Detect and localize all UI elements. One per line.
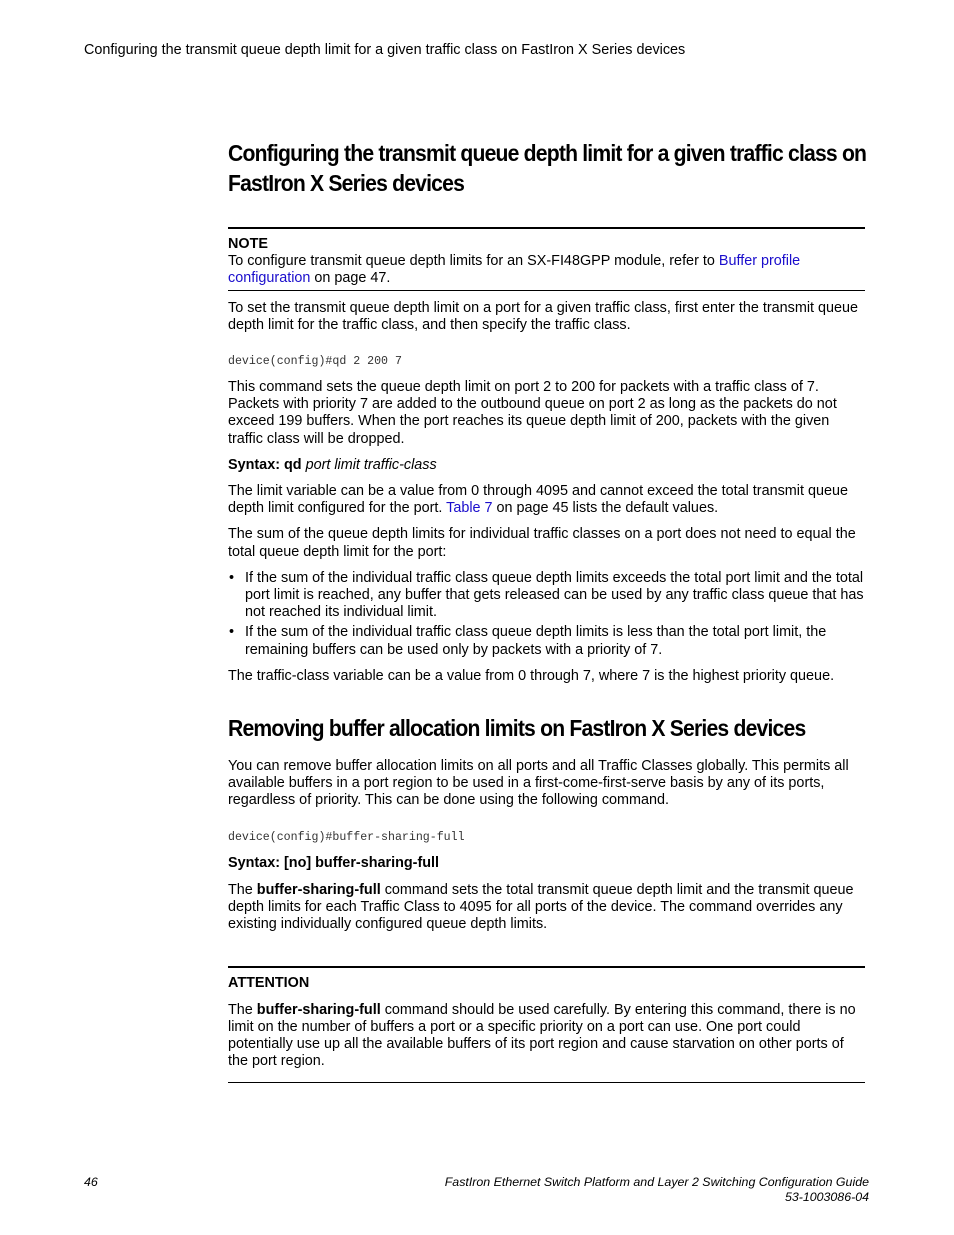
note-text	[228, 253, 865, 287]
limit-variable-paragraph	[228, 483, 865, 517]
syntax-buffer-sharing: Syntax: [no] buffer-sharing-full	[228, 854, 440, 871]
section-heading-removing-buffer-limits: Removing buffer allocation limits on FastIron X Series devices	[228, 715, 806, 742]
list-item-text: If the sum of the individual traffic class queue depth limits is less than the total port limit, the remaining buffers can be used only by packets with a priority of 7.	[245, 624, 827, 658]
attention-text	[228, 1002, 865, 1071]
buffer-sharing-text-before: The	[228, 881, 257, 898]
section-heading-transmit-queue-depth	[228, 138, 870, 198]
footer-doc-title: FastIron Ethernet Switch Platform and Layer 2 Switching Configuration Guide	[444, 1175, 869, 1189]
syntax-qd-args: port limit traffic-class	[305, 456, 437, 473]
page-number: 46	[84, 1175, 98, 1189]
bullet-dot: •	[229, 569, 235, 586]
attention-box	[228, 966, 865, 1082]
table-7-link[interactable]: Table 7	[446, 500, 493, 517]
footer-doc-number: 53-1003086-04	[784, 1190, 869, 1204]
buffer-sharing-paragraph	[228, 882, 865, 934]
code-example-qd: device(config)#qd 2 200 7	[228, 355, 402, 369]
limit-text-after: on page 45 lists the default values.	[492, 500, 719, 517]
buffer-profile-link-line1[interactable]: Buffer profile	[718, 253, 801, 270]
intro-paragraph: To set the transmit queue depth limit on a port for a given traffic class, first enter the transmit queue depth limit for the traffic class, and then specify the traffic class.	[228, 299, 859, 333]
note-text-before: To configure transmit queue depth limits for an SX-FI48GPP module, refer to	[228, 253, 719, 270]
limit-text-before: The limit variable can be a value from 0 through 4095 and cannot exceed the total transmit queue depth limit configured for the port.	[228, 483, 848, 517]
buffer-profile-link-line2[interactable]: configuration	[228, 270, 311, 287]
list-item	[228, 570, 865, 622]
list-item-text: If the sum of the individual traffic class queue depth limits exceeds the total port limit and the total port limit is reached, any buffer that gets released can be used by any traffic class queue that has not reached its individual limit.	[245, 569, 864, 621]
buffer-sharing-command: buffer-sharing-full	[256, 881, 381, 898]
syntax-qd-label: Syntax: qd	[228, 456, 302, 473]
syntax-qd	[228, 457, 865, 474]
running-header: Configuring the transmit queue depth limit for a given traffic class on FastIron X Series devices	[84, 42, 686, 58]
heading-line-2: FastIron X Series devices	[228, 170, 465, 196]
code-example-buffer-sharing: device(config)#buffer-sharing-full	[228, 830, 465, 844]
qd-explanation-paragraph: This command sets the queue depth limit on port 2 to 200 for packets with a traffic class of 7. Packets with priority 7 are added to the outbound queue on port 2 as long as the packets do not exceed 199 buffers. When the port reaches its queue depth limit of 200, packets with the given traffic class will be dropped.	[228, 379, 837, 447]
buffer-sharing-text-after: command sets the total transmit queue depth limit and the transmit queue depth limits for each Traffic Class to 4095 for all ports of the device. The command overrides any existing individually configured queue depth limits.	[228, 881, 854, 933]
list-item	[228, 624, 865, 658]
attention-label: ATTENTION	[228, 975, 310, 992]
sum-paragraph: The sum of the queue depth limits for individual traffic classes on a port does not need to equal the total queue depth limit for the port:	[228, 526, 856, 560]
attention-text-after: command should be used carefully. By entering this command, there is no limit on the number of buffers a port or a specific priority on a port can use. One port could potentially use up all the available buffers of its port region and cause starvation on other ports of the port region.	[228, 1001, 856, 1070]
heading-line-1: Configuring the transmit queue depth limit for a given traffic class on	[228, 140, 867, 166]
remove-limits-paragraph: You can remove buffer allocation limits on all ports and all Traffic Classes globally. This permits all available buffers in a port region to be used in a first-come-first-serve basis by any of its ports, regardless of priority. This can be done using the following command.	[228, 758, 849, 809]
attention-command: buffer-sharing-full	[256, 1001, 381, 1018]
page-content	[228, 138, 865, 1083]
traffic-class-paragraph: The traffic-class variable can be a value from 0 through 7, where 7 is the highest priority queue.	[228, 667, 835, 684]
note-box	[228, 227, 865, 291]
bullet-list	[228, 570, 865, 659]
bullet-dot: •	[229, 624, 235, 641]
footer-doc-info	[269, 1175, 869, 1205]
note-text-after: on page 47.	[310, 270, 391, 287]
attention-text-before: The	[228, 1001, 257, 1018]
note-label: NOTE	[228, 236, 268, 252]
